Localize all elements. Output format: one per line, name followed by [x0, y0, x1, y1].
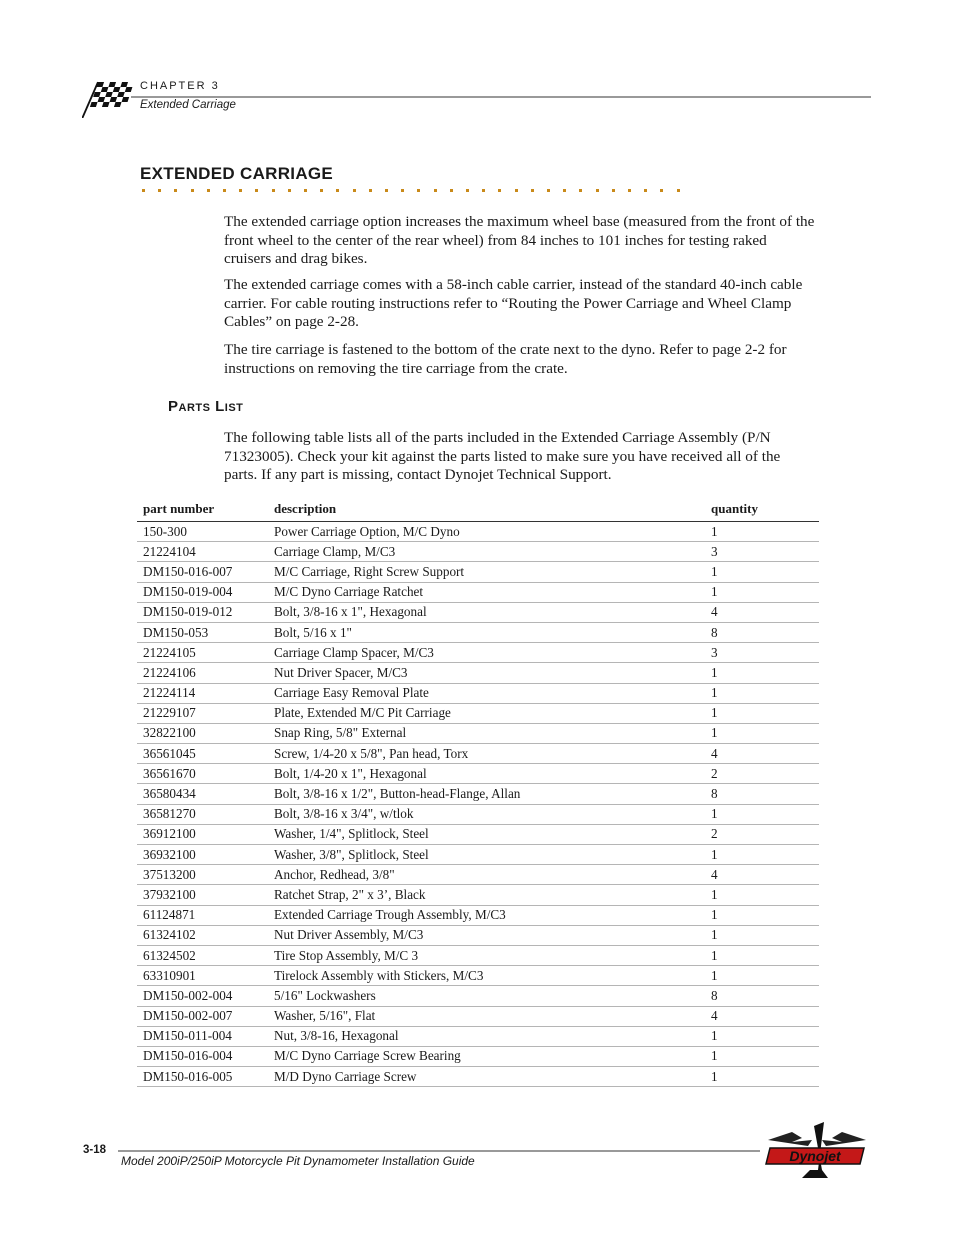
description-cell: Bolt, 3/8-16 x 1/2", Button-head-Flange, Allan	[268, 784, 705, 804]
part-number-cell: 21224104	[137, 542, 268, 562]
part-number-cell: DM150-002-004	[137, 986, 268, 1006]
table-row	[137, 865, 819, 885]
quantity-cell: 1	[705, 804, 819, 824]
part-number-cell: DM150-019-012	[137, 602, 268, 622]
dotted-rule	[142, 189, 687, 195]
description-cell: Bolt, 3/8-16 x 1", Hexagonal	[268, 602, 705, 622]
table-row	[137, 542, 819, 562]
description-cell: Carriage Clamp, M/C3	[268, 542, 705, 562]
table-row	[137, 804, 819, 824]
table-row	[137, 764, 819, 784]
quantity-cell: 1	[705, 723, 819, 743]
table-row	[137, 824, 819, 844]
table-row	[137, 683, 819, 703]
description-cell: Bolt, 5/16 x 1"	[268, 622, 705, 642]
table-row	[137, 522, 819, 542]
table-row	[137, 1046, 819, 1066]
description-cell: Tire Stop Assembly, M/C 3	[268, 945, 705, 965]
description-cell: Nut, 3/8-16, Hexagonal	[268, 1026, 705, 1046]
table-row	[137, 885, 819, 905]
table-row	[137, 622, 819, 642]
description-cell: Snap Ring, 5/8" External	[268, 723, 705, 743]
part-number-cell: 61324502	[137, 945, 268, 965]
quantity-cell: 1	[705, 845, 819, 865]
description-cell: Washer, 1/4", Splitlock, Steel	[268, 824, 705, 844]
chapter-subtitle: Extended Carriage	[140, 99, 236, 111]
part-number-cell: DM150-016-005	[137, 1067, 268, 1087]
table-row	[137, 723, 819, 743]
table-row	[137, 562, 819, 582]
quantity-cell: 1	[705, 966, 819, 986]
description-cell: Plate, Extended M/C Pit Carriage	[268, 703, 705, 723]
column-header-quantity: quantity	[705, 500, 819, 522]
table-row	[137, 1006, 819, 1026]
description-cell: Screw, 1/4-20 x 5/8", Pan head, Torx	[268, 744, 705, 764]
quantity-cell: 1	[705, 925, 819, 945]
part-number-cell: 150-300	[137, 522, 268, 542]
table-row	[137, 663, 819, 683]
column-header-part-number: part number	[137, 500, 268, 522]
description-cell: Bolt, 1/4-20 x 1", Hexagonal	[268, 764, 705, 784]
table-row	[137, 744, 819, 764]
part-number-cell: 36561670	[137, 764, 268, 784]
quantity-cell: 2	[705, 764, 819, 784]
table-row	[137, 784, 819, 804]
table-row	[137, 1067, 819, 1087]
quantity-cell: 3	[705, 542, 819, 562]
quantity-cell: 1	[705, 1026, 819, 1046]
part-number-cell: 36932100	[137, 845, 268, 865]
quantity-cell: 1	[705, 1046, 819, 1066]
quantity-cell: 1	[705, 885, 819, 905]
description-cell: Ratchet Strap, 2" x 3’, Black	[268, 885, 705, 905]
quantity-cell: 4	[705, 602, 819, 622]
description-cell: Nut Driver Spacer, M/C3	[268, 663, 705, 683]
parts-list-heading: Parts List	[168, 398, 244, 415]
description-cell: M/D Dyno Carriage Screw	[268, 1067, 705, 1087]
part-number-cell: DM150-011-004	[137, 1026, 268, 1046]
part-number-cell: 36561045	[137, 744, 268, 764]
parts-intro: The following table lists all of the parts included in the Extended Carriage Assembly (P/N 71323005). Check your kit against the parts listed to make sure you have received all of the parts. If any part is missing, contact Dynojet Technical Support.	[224, 429, 781, 484]
table-row	[137, 1026, 819, 1046]
quantity-cell: 8	[705, 784, 819, 804]
description-cell: Washer, 3/8", Splitlock, Steel	[268, 845, 705, 865]
part-number-cell: 36580434	[137, 784, 268, 804]
part-number-cell: 21224106	[137, 663, 268, 683]
description-cell: M/C Carriage, Right Screw Support	[268, 562, 705, 582]
header-rule	[131, 96, 871, 98]
quantity-cell: 1	[705, 562, 819, 582]
parts-table	[137, 500, 819, 1087]
description-cell: Carriage Clamp Spacer, M/C3	[268, 643, 705, 663]
checkered-flag-icon	[82, 76, 134, 118]
quantity-cell: 1	[705, 683, 819, 703]
description-cell: Nut Driver Assembly, M/C3	[268, 925, 705, 945]
description-cell: Anchor, Redhead, 3/8"	[268, 865, 705, 885]
table-header-row	[137, 500, 819, 522]
quantity-cell: 4	[705, 865, 819, 885]
part-number-cell: 32822100	[137, 723, 268, 743]
svg-text:Dynojet: Dynojet	[789, 1148, 841, 1164]
part-number-cell: 21229107	[137, 703, 268, 723]
part-number-cell: 21224114	[137, 683, 268, 703]
quantity-cell: 1	[705, 582, 819, 602]
description-cell: M/C Dyno Carriage Screw Bearing	[268, 1046, 705, 1066]
quantity-cell: 8	[705, 986, 819, 1006]
part-number-cell: 37932100	[137, 885, 268, 905]
quantity-cell: 4	[705, 1006, 819, 1026]
description-cell: Carriage Easy Removal Plate	[268, 683, 705, 703]
table-row	[137, 925, 819, 945]
table-row	[137, 703, 819, 723]
guide-title: Model 200iP/250iP Motorcycle Pit Dynamometer Installation Guide	[121, 1154, 475, 1168]
footer-rule	[118, 1150, 760, 1152]
quantity-cell: 1	[705, 663, 819, 683]
description-cell: Extended Carriage Trough Assembly, M/C3	[268, 905, 705, 925]
description-cell: Tirelock Assembly with Stickers, M/C3	[268, 966, 705, 986]
part-number-cell: DM150-002-007	[137, 1006, 268, 1026]
part-number-cell: DM150-053	[137, 622, 268, 642]
part-number-cell: DM150-019-004	[137, 582, 268, 602]
chapter-label: CHAPTER 3	[140, 80, 220, 92]
quantity-cell: 8	[705, 622, 819, 642]
section-title: EXTENDED CARRIAGE	[140, 164, 334, 183]
description-cell: Bolt, 3/8-16 x 3/4", w/tlok	[268, 804, 705, 824]
table-row	[137, 945, 819, 965]
table-row	[137, 966, 819, 986]
table-row	[137, 602, 819, 622]
part-number-cell: 21224105	[137, 643, 268, 663]
part-number-cell: DM150-016-004	[137, 1046, 268, 1066]
quantity-cell: 1	[705, 905, 819, 925]
paragraph-3: The tire carriage is fastened to the bottom of the crate next to the dyno. Refer to page 2-2 for instructions on removing the tire carriage from the crate.	[224, 341, 787, 377]
dynojet-logo-icon	[762, 1118, 872, 1182]
part-number-cell: DM150-016-007	[137, 562, 268, 582]
part-number-cell: 36912100	[137, 824, 268, 844]
table-row	[137, 643, 819, 663]
paragraph-2: The extended carriage comes with a 58-inch cable carrier, instead of the standard 40-inch cable carrier. For cable routing instructions refer to “Routing the Power Carriage and Wheel Clamp Cables” on page 2-28.	[224, 276, 803, 331]
part-number-cell: 36581270	[137, 804, 268, 824]
quantity-cell: 1	[705, 703, 819, 723]
page-number: 3-18	[83, 1144, 107, 1156]
part-number-cell: 63310901	[137, 966, 268, 986]
table-row	[137, 905, 819, 925]
table-row	[137, 986, 819, 1006]
quantity-cell: 1	[705, 522, 819, 542]
quantity-cell: 4	[705, 744, 819, 764]
table-row	[137, 845, 819, 865]
description-cell: Power Carriage Option, M/C Dyno	[268, 522, 705, 542]
quantity-cell: 1	[705, 1067, 819, 1087]
part-number-cell: 61124871	[137, 905, 268, 925]
column-header-description: description	[268, 500, 705, 522]
description-cell: Washer, 5/16", Flat	[268, 1006, 705, 1026]
quantity-cell: 2	[705, 824, 819, 844]
part-number-cell: 37513200	[137, 865, 268, 885]
paragraph-1: The extended carriage option increases the maximum wheel base (measured from the front of the front wheel to the center of the rear wheel) from 84 inches to 101 inches for testing raked cruisers and drag bikes.	[224, 213, 815, 268]
part-number-cell: 61324102	[137, 925, 268, 945]
table-row	[137, 582, 819, 602]
description-cell: M/C Dyno Carriage Ratchet	[268, 582, 705, 602]
quantity-cell: 3	[705, 643, 819, 663]
quantity-cell: 1	[705, 945, 819, 965]
description-cell: 5/16" Lockwashers	[268, 986, 705, 1006]
